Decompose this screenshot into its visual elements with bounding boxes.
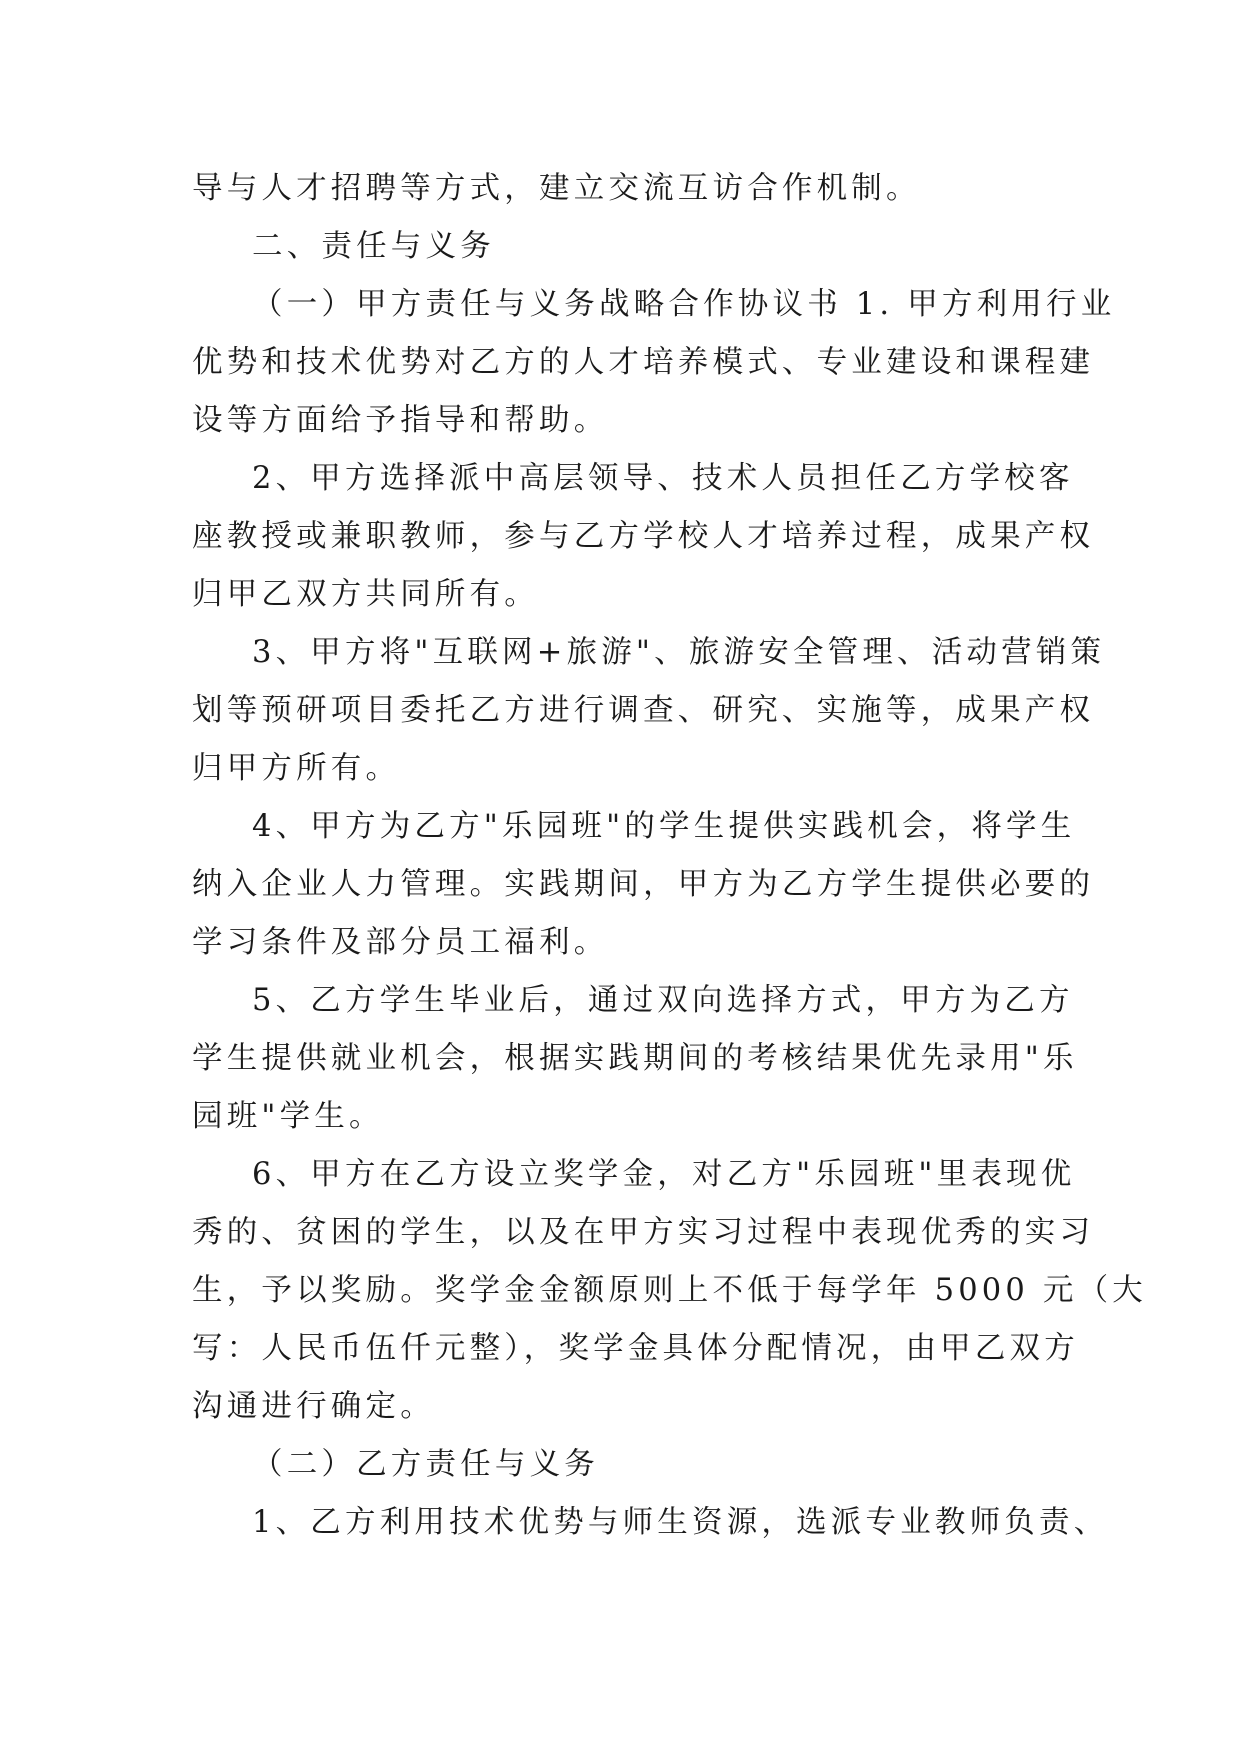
paragraph-line: 学生提供就业机会，根据实践期间的考核结果优先录用"乐 xyxy=(192,1041,1078,1076)
paragraph-line: 设等方面给予指导和帮助。 xyxy=(192,403,609,438)
paragraph-line: 6、甲方在乙方设立奖学金，对乙方"乐园班"里表现优 xyxy=(252,1157,1076,1192)
paragraph-line: 写：人民币伍仟元整），奖学金具体分配情况，由甲乙双方 xyxy=(192,1331,1079,1366)
paragraph-line: 划等预研项目委托乙方进行调查、研究、实施等，成果产权 xyxy=(192,693,1095,728)
section-heading: 二、责任与义务 xyxy=(252,229,495,264)
paragraph-line: 归甲乙双方共同所有。 xyxy=(192,577,539,612)
paragraph-line: 1、乙方利用技术优势与师生资源，选派专业教师负责、 xyxy=(252,1505,1109,1540)
subsection-heading: （二）乙方责任与义务 xyxy=(252,1447,599,1482)
paragraph-line: 导与人才招聘等方式，建立交流互访合作机制。 xyxy=(192,171,921,206)
paragraph-line: 园班"学生。 xyxy=(192,1099,384,1134)
paragraph-line: 优势和技术优势对乙方的人才培养模式、专业建设和课程建 xyxy=(192,345,1095,380)
paragraph-line: 沟通进行确定。 xyxy=(192,1389,435,1424)
subsection-heading: （一）甲方责任与义务战略合作协议书 1. 甲方利用行业 xyxy=(252,287,1116,322)
paragraph-line: 5、乙方学生毕业后，通过双向选择方式，甲方为乙方 xyxy=(252,983,1074,1018)
paragraph-line: 生，予以奖励。奖学金金额原则上不低于每学年 5000 元（大 xyxy=(192,1273,1148,1308)
paragraph-line: 纳入企业人力管理。实践期间，甲方为乙方学生提供必要的 xyxy=(192,867,1095,902)
paragraph-line: 学习条件及部分员工福利。 xyxy=(192,925,609,960)
document-body xyxy=(192,160,1148,1552)
paragraph-line: 2、甲方选择派中高层领导、技术人员担任乙方学校客 xyxy=(252,461,1074,496)
paragraph-line: 归甲方所有。 xyxy=(192,751,401,786)
paragraph-line: 座教授或兼职教师，参与乙方学校人才培养过程，成果产权 xyxy=(192,519,1095,554)
paragraph-line: 秀的、贫困的学生，以及在甲方实习过程中表现优秀的实习 xyxy=(192,1215,1095,1250)
paragraph-line: 4、甲方为乙方"乐园班"的学生提供实践机会，将学生 xyxy=(252,809,1076,844)
paragraph-line: 3、甲方将"互联网+旅游"、旅游安全管理、活动营销策 xyxy=(252,635,1106,670)
